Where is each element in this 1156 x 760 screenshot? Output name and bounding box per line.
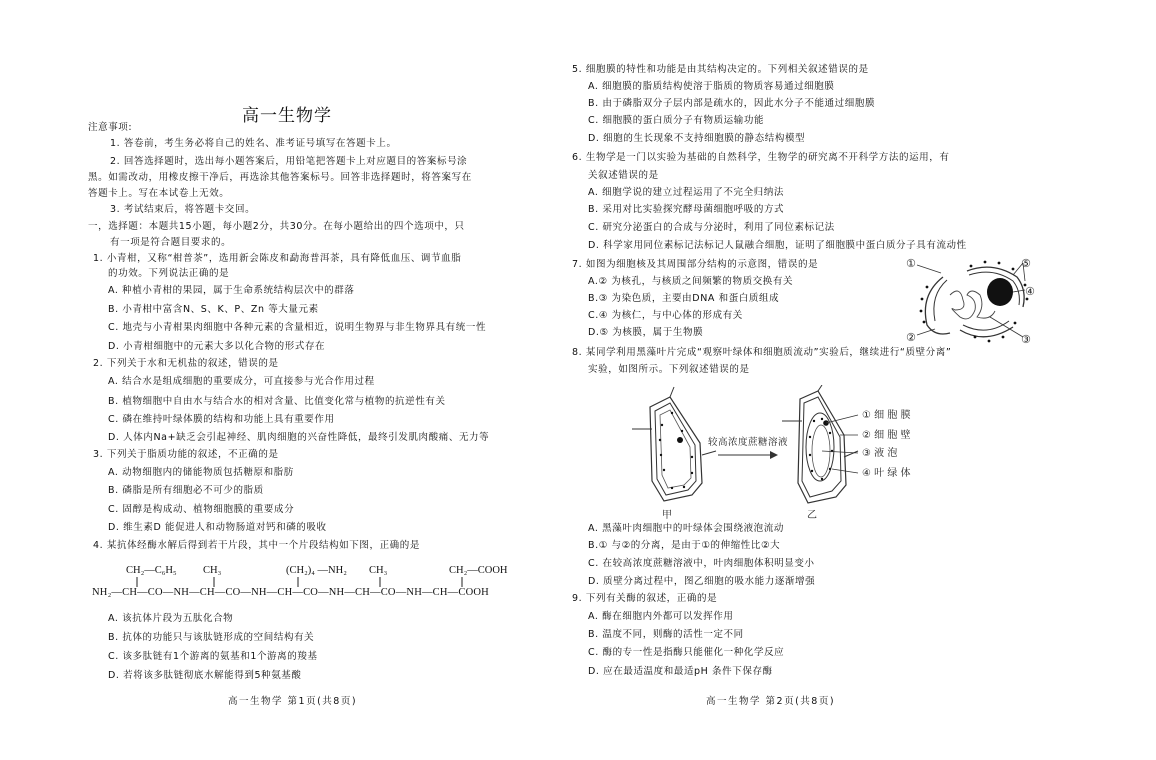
q9-stem: 9. 下列有关酶的叙述，正确的是 <box>572 593 718 604</box>
main-chain: NH₂—CH—CO—NH—CH—CO—NH—CH—CO—NH—CH—CO—NH—CH—COOH <box>92 587 489 598</box>
exam-page-2 <box>560 0 1120 760</box>
q9-option-c: C. 酶的专一性是指酶只能催化一种化学反应 <box>588 647 785 658</box>
label-5: ⑤ <box>1021 257 1031 270</box>
q6-option-c: C. 研究分泌蛋白的合成与分泌时，利用了同位素标记法 <box>588 222 835 233</box>
label-chloroplast: ④ 叶 绿 体 <box>862 468 911 479</box>
notice-2-cont: 黑。如需改动，用橡皮擦干净后，再选涂其他答案标号。回答非选择题时，将答案写在 <box>88 172 472 183</box>
q7-option-b: B.③ 为染色质，主要由DNA 和蛋白质组成 <box>588 293 780 304</box>
notice-1: 1. 答卷前，考生务必将自己的姓名、准考证号填写在答题卡上。 <box>110 138 397 149</box>
section-heading: 一，选择题：本题共15小题，每小题2分，共30分。在每小题给出的四个选项中，只 <box>88 221 465 232</box>
side-chain-5: CH₂—COOH <box>449 565 508 576</box>
q4-option-b: B. 抗体的功能只与该肽链形成的空间结构有关 <box>108 632 315 643</box>
label-1: ① <box>906 257 916 270</box>
q8-stem-cont: 实验，如图所示。下列叙述错误的是 <box>588 364 750 375</box>
page-2-footer: 高一生物学 第2页(共8页) <box>706 696 836 707</box>
q1-option-c: C. 地壳与小青柑果肉细胞中各种元素的含量相近，说明生物界与非生物界具有统一性 <box>108 322 487 333</box>
notice-2: 2. 回答选择题时，选出每小题答案后，用铅笔把答题卡上对应题目的答案标号涂 <box>110 156 468 167</box>
notice-2-cont2: 答题卡上。写在本试卷上无效。 <box>88 188 230 199</box>
side-chain-4: CH₃ <box>369 565 388 576</box>
q8-option-b: B.① 与②的分离，是由于①的伸缩性比②大 <box>588 540 781 551</box>
q9-option-b: B. 温度不同，则酶的活性一定不同 <box>588 629 744 640</box>
q4-option-a: A. 该抗体片段为五肽化合物 <box>108 613 234 624</box>
q5-stem: 5. 细胞膜的特性和功能是由其结构决定的。下列相关叙述错误的是 <box>572 64 869 75</box>
q8-option-c: C. 在较高浓度蔗糖溶液中，叶肉细胞体积明显变小 <box>588 558 815 569</box>
q6-stem-cont: 关叙述错误的是 <box>588 170 659 181</box>
q5-option-c: C. 细胞膜的蛋白质分子有物质运输功能 <box>588 115 765 126</box>
q3-stem: 3. 下列关于脂质功能的叙述，不正确的是 <box>93 449 279 460</box>
q2-option-b: B. 植物细胞中自由水与结合水的相对含量、比值变化常与植物的抗逆性有关 <box>108 396 446 407</box>
page-1-footer: 高一生物学 第1页(共8页) <box>228 696 358 707</box>
q7-option-c: C.④ 为核仁，与中心体的形成有关 <box>588 310 743 321</box>
q6-option-a: A. 细胞学说的建立过程运用了不完全归纳法 <box>588 187 784 198</box>
q1-option-a: A. 种植小青柑的果园，属于生命系统结构层次中的群落 <box>108 285 355 296</box>
q6-option-b: B. 采用对比实验探究酵母菌细胞呼吸的方式 <box>588 204 785 215</box>
q3-option-c: C. 固醇是构成动、植物细胞膜的重要成分 <box>108 504 295 515</box>
side-chain-1: CH₂—C₆H₅ <box>126 565 177 576</box>
q5-option-d: D. 细胞的生长现象不支持细胞膜的静态结构模型 <box>588 133 806 144</box>
q6-option-d: D. 科学家用同位素标记法标记人鼠融合细胞，证明了细胞膜中蛋白质分子具有流动性 <box>588 240 967 251</box>
q3-option-d: D. 维生素D 能促进人和动物肠道对钙和磷的吸收 <box>108 522 327 533</box>
q9-option-a: A. 酶在细胞内外都可以发挥作用 <box>588 611 734 622</box>
caption-yi: 乙 <box>807 510 817 520</box>
q3-option-a: A. 动物细胞内的储能物质包括糖原和脂肪 <box>108 467 294 478</box>
q8-stem: 8. 某同学利用黑藻叶片完成“观察叶绿体和细胞质流动”实验后，继续进行“质壁分离” <box>572 347 952 358</box>
q3-option-b: B. 磷脂是所有细胞必不可少的脂质 <box>108 485 264 496</box>
q7-option-d: D.⑤ 为核膜，属于生物膜 <box>588 327 704 338</box>
label-vacuole: ③ 液 泡 <box>862 448 898 459</box>
label-3: ③ <box>1021 333 1031 346</box>
q2-option-d: D. 人体内Na+缺乏会引起神经、肌肉细胞的兴奋性降低，最终引发肌肉酸痛、无力等 <box>108 432 490 443</box>
q1-option-b: B. 小青柑中富含N、S、K、P、Zn 等大量元素 <box>108 304 319 315</box>
q2-stem: 2. 下列关于水和无机盐的叙述，错误的是 <box>93 358 279 369</box>
label-4: ④ <box>1025 285 1035 298</box>
label-cell-membrane: ① 细 胞 膜 <box>862 410 911 421</box>
section-heading-cont: 有一项是符合题目要求的。 <box>110 237 232 248</box>
q1-option-d: D. 小青柑细胞中的元素大多以化合物的形式存在 <box>108 341 326 352</box>
exam-page-1 <box>0 0 560 760</box>
notice-heading: 注意事项: <box>88 122 133 133</box>
side-chain-3: (CH₂)₄ —NH₂ <box>286 565 347 576</box>
q2-option-c: C. 磷在维持叶绿体膜的结构和功能上具有重要作用 <box>108 414 335 425</box>
q1-stem: 1. 小青柑，又称“柑普茶”，选用新会陈皮和勐海普洱茶，具有降低血压、调节血脂 <box>93 253 462 264</box>
q5-option-b: B. 由于磷脂双分子层内部是疏水的，因此水分子不能通过细胞膜 <box>588 98 876 109</box>
peptide-structure-formula <box>90 563 520 603</box>
q8-option-d: D. 质壁分离过程中，图乙细胞的吸水能力逐渐增强 <box>588 576 816 587</box>
label-cell-wall: ② 细 胞 壁 <box>862 430 911 441</box>
q5-option-a: A. 细胞膜的脂质结构使溶于脂质的物质容易通过细胞膜 <box>588 81 835 92</box>
caption-jia: 甲 <box>662 510 672 520</box>
q4-option-c: C. 该多肽链有1个游离的氨基和1个游离的羧基 <box>108 651 318 662</box>
q2-option-a: A. 结合水是组成细胞的重要成分，可直接参与光合作用过程 <box>108 376 375 387</box>
nucleus-diagram <box>905 255 1035 350</box>
arrow-label: 较高浓度蔗糖溶液 <box>708 437 789 448</box>
q4-stem: 4. 某抗体经酶水解后得到若干片段，其中一个片段结构如下图，正确的是 <box>93 540 420 551</box>
q8-option-a: A. 黑藻叶肉细胞中的叶绿体会围绕液泡流动 <box>588 523 784 534</box>
exam-title: 高一生物学 <box>242 106 332 126</box>
label-2: ② <box>906 331 916 344</box>
q1-stem-cont: 的功效。下列说法正确的是 <box>108 268 230 279</box>
side-chain-2: CH₃ <box>203 565 222 576</box>
q6-stem: 6. 生物学是一门以实验为基础的自然科学，生物学的研究离不开科学方法的运用，有 <box>572 152 950 163</box>
q7-option-a: A.② 为核孔，与核质之间频繁的物质交换有关 <box>588 276 794 287</box>
q4-option-d: D. 若将该多肽链彻底水解能得到5种氨基酸 <box>108 670 302 681</box>
plasmolysis-diagram <box>622 385 942 520</box>
q7-stem: 7. 如图为细胞核及其周围部分结构的示意图，错误的是 <box>572 259 819 270</box>
q9-option-d: D. 应在最适温度和最适pH 条件下保存酶 <box>588 666 773 677</box>
notice-3: 3. 考试结束后，将答题卡交回。 <box>110 204 256 215</box>
